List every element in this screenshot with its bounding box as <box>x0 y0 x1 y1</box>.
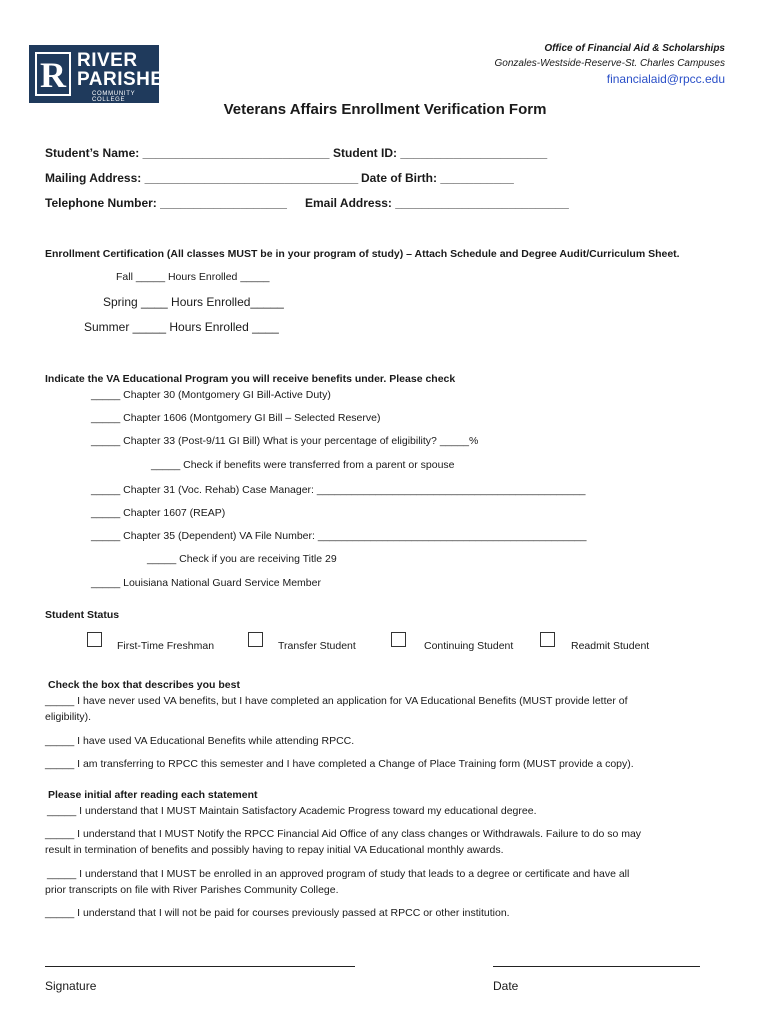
readmit-student-label: Readmit Student <box>571 640 650 652</box>
fall-hours-field[interactable]: Fall _____ Hours Enrolled _____ <box>116 271 270 283</box>
office-name: Office of Financial Aid & Scholarships <box>544 43 725 54</box>
telephone-field[interactable]: Telephone Number: ___________________ <box>45 196 287 210</box>
initial-enrolled-statement-cont: prior transcripts on file with River Parishes Community College. <box>45 884 339 896</box>
logo-line-1: RIVER <box>77 50 138 71</box>
describe-heading: Check the box that describes you best <box>48 679 240 691</box>
initial-enrolled-statement[interactable]: _____ I understand that I MUST be enrolled in an approved program of study that leads to a degree or certificate and have all <box>47 868 630 880</box>
program-chapter-1606[interactable]: _____ Chapter 1606 (Montgomery GI Bill – Selected Reserve) <box>91 412 381 424</box>
signature-line[interactable] <box>45 966 355 967</box>
transfer-student-checkbox[interactable] <box>248 632 263 647</box>
form-title: Veterans Affairs Enrollment Verification Form <box>223 101 547 118</box>
date-label: Date <box>493 979 519 993</box>
program-heading: Indicate the VA Educational Program you will receive benefits under. Please check <box>45 373 456 385</box>
student-name-field[interactable]: Student’s Name: ____________________________ <box>45 146 330 160</box>
date-of-birth-field[interactable]: Date of Birth: ___________ <box>361 171 514 185</box>
readmit-student-checkbox[interactable] <box>540 632 555 647</box>
program-national-guard[interactable]: _____ Louisiana National Guard Service Member <box>91 577 321 589</box>
spring-hours-field[interactable]: Spring ____ Hours Enrolled_____ <box>103 295 284 309</box>
first-time-freshman-label: First-Time Freshman <box>117 640 215 652</box>
email-address-field[interactable]: Email Address: __________________________ <box>305 196 569 210</box>
campuses: Gonzales-Westside-Reserve-St. Charles Campuses <box>494 58 725 69</box>
continuing-student-label: Continuing Student <box>424 640 514 652</box>
logo-mark-letter: R <box>40 55 66 95</box>
initial-not-paid-statement[interactable]: _____ I understand that I will not be paid for courses previously passed at RPCC or other institution. <box>45 907 510 919</box>
mailing-address-field[interactable]: Mailing Address: ________________________________ <box>45 171 359 185</box>
describe-transferring[interactable]: _____ I am transferring to RPCC this semester and I have completed a Change of Place Training form (MUST provide a copy). <box>45 758 634 770</box>
program-transferred-check[interactable]: _____ Check if benefits were transferred from a parent or spouse <box>151 459 455 471</box>
program-chapter-1607[interactable]: _____ Chapter 1607 (REAP) <box>91 507 226 519</box>
signature-label: Signature <box>45 979 97 993</box>
program-chapter-33[interactable]: _____ Chapter 33 (Post-9/11 GI Bill) What is your percentage of eligibility? _____% <box>91 435 479 447</box>
date-line[interactable] <box>493 966 700 967</box>
initial-notify-statement-cont: result in termination of benefits and possibly having to repay initial VA Educational monthly awards. <box>45 844 504 856</box>
summer-hours-field[interactable]: Summer _____ Hours Enrolled ____ <box>84 320 279 334</box>
describe-used-before[interactable]: _____ I have used VA Educational Benefits while attending RPCC. <box>45 735 355 747</box>
logo-line-3: COMMUNITY COLLEGE <box>92 91 136 103</box>
program-chapter-35[interactable]: _____ Chapter 35 (Dependent) VA File Number: ______________________________________________ <box>91 530 587 542</box>
describe-never-used-cont: eligibility). <box>45 711 92 723</box>
transfer-student-label: Transfer Student <box>278 640 356 652</box>
program-chapter-30[interactable]: _____ Chapter 30 (Montgomery GI Bill-Active Duty) <box>91 389 331 401</box>
initial-sap-statement[interactable]: _____ I understand that I MUST Maintain Satisfactory Academic Progress toward my educational degree. <box>47 805 537 817</box>
logo-line-2: PARISHES <box>77 69 177 90</box>
college-logo <box>29 45 177 103</box>
office-email-link[interactable]: financialaid@rpcc.edu <box>606 72 725 86</box>
describe-never-used[interactable]: _____ I have never used VA benefits, but I have completed an application for VA Educational Benefits (MUST provide letter of <box>45 695 628 707</box>
program-chapter-31[interactable]: _____ Chapter 31 (Voc. Rehab) Case Manager: ______________________________________________ <box>91 484 586 496</box>
status-heading: Student Status <box>45 609 120 621</box>
first-time-freshman-checkbox[interactable] <box>87 632 102 647</box>
initial-heading: Please initial after reading each statement <box>48 789 258 801</box>
initial-notify-statement[interactable]: _____ I understand that I MUST Notify the RPCC Financial Aid Office of any class changes or Withdrawals. Failure to do so may <box>45 828 642 840</box>
student-id-field[interactable]: Student ID: ______________________ <box>333 146 548 160</box>
program-title-29-check[interactable]: _____ Check if you are receiving Title 29 <box>147 553 337 565</box>
enrollment-heading: Enrollment Certification (All classes MUST be in your program of study) – Attach Schedule and Degree Audit/Curriculum Sheet. <box>45 248 680 260</box>
logo-mark <box>35 52 71 96</box>
continuing-student-checkbox[interactable] <box>391 632 406 647</box>
